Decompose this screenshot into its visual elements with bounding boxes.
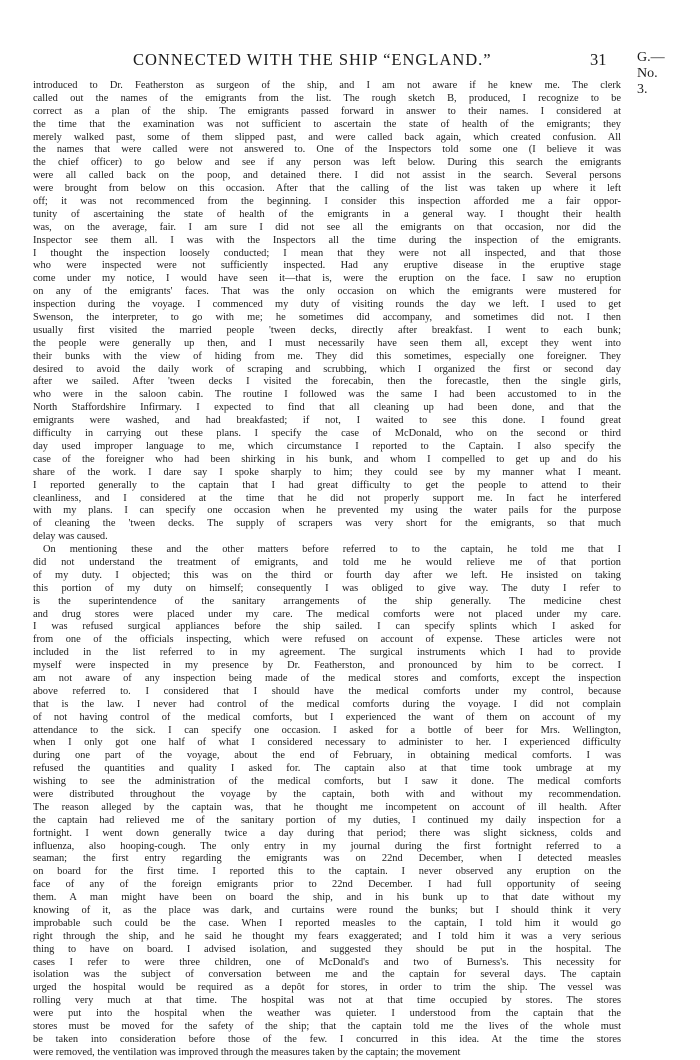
text-line: Inspector see them all. I was with the Inspectors all the time during the inspection of the emigrants. bbox=[33, 234, 621, 246]
text-line: after we sailed. After 'tween decks I visited the forecabin, then the forecastle, then the single girls, bbox=[33, 376, 621, 388]
text-line: attendance to the sick. I can specify one occasion. I asked for a bottle of beer for Mrs. Wellington, bbox=[33, 724, 621, 736]
text-line: and drug stores were placed under my care. The medical comforts were not placed under my care. bbox=[33, 608, 621, 620]
text-line: of not having control of the medical comforts, but I experienced the want of them on account of my bbox=[33, 711, 621, 723]
text-line: myself were inspected in my presence by Dr. Featherston, and pronounced by him to be correct. I bbox=[33, 660, 621, 672]
text-line: difficulty in carrying out these plans. I specify the case of McDonald, who on the second or third bbox=[33, 428, 621, 440]
text-line: inspection during the voyage. I commenced my duty of visiting rounds the day we left. I used to get bbox=[33, 299, 621, 311]
text-line: were distributed throughout the voyage by the captain, both with and without my recommendation. bbox=[33, 788, 621, 800]
text-line: included in the list referred to in my agreement. The surgical instruments which I had to provide bbox=[33, 647, 621, 659]
text-line: the captain had relieved me of the sanitary portion of my duties, I continued my daily inspection for a bbox=[33, 814, 621, 826]
text-line: above referred to. I considered that I should have the medical comforts under my control, because bbox=[33, 685, 621, 697]
text-line: stores must be moved for the safety of the ship; that the captain told me the lives of the whole must bbox=[33, 1021, 621, 1033]
text-line: wishing to see the administration of the medical comforts, but I saw it done. The medical comforts bbox=[33, 776, 621, 788]
text-line: desired to avoid the daily work of scraping and scrubbing, which I organized the first or second day bbox=[33, 363, 621, 375]
text-line: the names that were called were not answered to. One of the Inspectors told some one (I believe it was bbox=[33, 144, 621, 156]
text-line: was, on the average, fair. I am sure I did not see all the emigrants on that occasion, nor did the bbox=[33, 221, 621, 233]
text-line: their bunks with the view of hiding from me. They did this sometimes, especially one foreigner. They bbox=[33, 350, 621, 362]
text-line: rolling very much at that time. The hospital was not at that time occupied by stores. The stores bbox=[33, 995, 621, 1007]
page-number: 31 bbox=[590, 50, 607, 69]
text-line: case of the foreigner who had been shirking in his bunk, and whom I compelled to get up and do his bbox=[33, 453, 621, 465]
text-line: delay was caused. bbox=[33, 531, 108, 543]
text-line: day used improper language to me, which circumstance I reported to the Captain. I also specify the bbox=[33, 440, 621, 452]
text-line: the chief officer) to go below and see if any person was left below. During this search the emigrants bbox=[33, 157, 621, 169]
text-line: I was refused surgical appliances before the ship sailed. I can specify splints which I asked for bbox=[33, 621, 621, 633]
text-line: is the superintendence of the sanitary arrangements of the ship generally. The medicine chest bbox=[33, 595, 621, 607]
text-line: of cleaning the 'tween decks. The supply of scrapers was very short for the emigrants, so that much bbox=[33, 518, 621, 530]
paper-reference: G.—No. 3. bbox=[637, 50, 665, 97]
text-line: seaman; the first entry regarding the emigrants was on 22nd December, when I detected measles bbox=[33, 853, 621, 865]
text-line: I thought the inspection loosely conducted; I mean that they were not all inspected, and that those bbox=[33, 247, 621, 259]
text-line: that is the law. I never had control of the medical comforts during the voyage. I did not complain bbox=[33, 698, 621, 710]
running-title: CONNECTED WITH THE SHIP “ENGLAND.” bbox=[133, 50, 492, 69]
text-line: cases I refer to were three children, one of McDonald's and two of Burness's. This necessity for bbox=[33, 956, 621, 968]
text-line: the people were generally up then, and I must necessarily have seen them all, except they went into bbox=[33, 337, 621, 349]
text-line: I reported generally to the captain that I had great difficulty to get the people to attend to their bbox=[33, 479, 621, 491]
text-line: am not aware of any inspection being made of the medical stores and comforts, except the inspection bbox=[33, 672, 621, 684]
text-line: this portion of my duty on himself; consequently I was obliged to give way. The duty I refer to bbox=[33, 582, 621, 594]
text-line: merely walked past, some of them slipped past, and were called back again, which created confusion. All bbox=[33, 131, 621, 143]
text-line: tunity of ascertaining the state of health of the emigrants in a general way. I thought their health bbox=[33, 208, 621, 220]
text-line: were removed, the ventilation was improved through the measures taken by the captain; the movement bbox=[33, 1046, 461, 1058]
text-line: who were in the saloon cabin. The routine I followed was the same I had been accustomed to in the bbox=[33, 389, 621, 401]
text-line: knowing of it, as the place was dark, and curtains were round the bunks; but I should think it very bbox=[33, 905, 621, 916]
text-line: cleanliness, and I considered at the time that he did not properly support me. In fact he interfered bbox=[33, 492, 621, 504]
text-line: On mentioning these and the other matters before referred to to the captain, he told me that I bbox=[43, 544, 621, 556]
text-line: face of any of the foreign emigrants prior to 22nd December. I had full opportunity of seeing bbox=[33, 879, 621, 891]
text-line: called out the names of the emigrants from the list. The rough sketch B, produced, I recognize to be bbox=[33, 92, 621, 104]
text-line: were brought from below on this occasion. After that the calling of the list was taken up where it left bbox=[33, 183, 621, 195]
text-line: right through the ship, and he said he thought my fears exaggerated; and I told him it was a very serious bbox=[33, 930, 621, 942]
text-line: of my duty. I objected; this was on the third or fourth day after we left. He insisted on taking bbox=[33, 569, 621, 581]
text-line: share of the work. I dare say I spoke sharply to him; they could see by my manner what I meant. bbox=[33, 466, 621, 478]
text-line: usually first visited the married people 'tween decks, directly after breakfast. I went to each bunk; bbox=[33, 324, 621, 336]
text-line: during one part of the voyage, about the end of February, in obtaining medical comforts. I was bbox=[33, 750, 621, 762]
text-line: introduced to Dr. Featherston as surgeon of the ship, and I am not aware if he knew me. The clerk bbox=[33, 80, 621, 91]
text-line: Swenson, the interpreter, to go with me; he sometimes did accompany, and sometimes did not. I then bbox=[33, 312, 621, 324]
text-line: on board for the first time. I reported this to the captain. I never observed any eruption on the bbox=[33, 866, 621, 878]
text-line: thing to have on board. I advised isolation, and suggested they should be put in the hospital. The bbox=[33, 943, 621, 955]
text-line: North Staffordshire Infirmary. I expected to find that all cleaning up had been done, and that the bbox=[33, 402, 621, 414]
text-line: the time that the examination was not sufficient to ascertain the state of health of the emigrants; they bbox=[33, 118, 621, 130]
text-line: did not understand the treatment of emigrants, and told me he would relieve me of that portion bbox=[33, 556, 621, 568]
body-text bbox=[33, 80, 621, 1060]
text-line: emigrants were washed, and had breakfasted; if not, I waited to see this done. I found great bbox=[33, 415, 621, 427]
text-line: improbable such could be the case. When I reported measles to the captain, I told him it would go bbox=[33, 917, 621, 929]
text-line: refused the quantities and quality I asked for. The captain also at that time took umbrage at my bbox=[33, 763, 621, 775]
text-line: were put into the hospital when the weather was quieter. I understood from the captain that the bbox=[33, 1008, 621, 1020]
text-line: The reason alleged by the captain was, that he thought me incompetent on account of ill health. After bbox=[33, 801, 621, 813]
text-line: correct as a plan of the ship. The emigrants passed forward in answer to their names. I considered at bbox=[33, 105, 621, 117]
text-line: were all called back on the poop, and detained there. I did not assist in the search. Several persons bbox=[33, 170, 621, 182]
text-line: fortnight. I went down generally twice a day during that period; there was slight sickness, colds and bbox=[33, 827, 621, 839]
text-line: come under my notice, I would have seen it—that is, were the eruption on the face. I saw no eruption bbox=[33, 273, 621, 285]
text-line: from one of the officials inspecting, which were refused on account of expense. These articles were not bbox=[33, 634, 621, 646]
text-line: off; it was not recommenced from the beginning. I consider this inspection afforded me a fair oppor- bbox=[33, 196, 621, 208]
text-line: with my plans. I can specify one occasion when he prevented my using the water pails for the purpose bbox=[33, 505, 621, 517]
text-line: who were inspected were not sufficiently inspected. Had any eruptive disease in the eruptive stage bbox=[33, 260, 621, 272]
text-line: influenza, also hooping-cough. The only entry in my journal during the first fortnight referred to a bbox=[33, 840, 621, 852]
text-line: when I only got one half of what I considered necessary to administer to her. I experienced difficulty bbox=[33, 737, 621, 749]
text-line: urged the hospital would be required as a depôt for stores, in order to trim the ship. The vessel was bbox=[33, 982, 621, 994]
text-line: them. A man might have been on board the ship, and in his bunk up to that date without my bbox=[33, 892, 621, 904]
text-line: on any of the emigrants' faces. That was the only occasion on which the emigrants were mustered for bbox=[33, 286, 621, 298]
text-line: isolation was the subject of conversation between me and the captain for several days. The captain bbox=[33, 969, 621, 981]
text-line: be taken into consideration before those of the few. I concurred in this idea. At the time the stores bbox=[33, 1033, 621, 1045]
